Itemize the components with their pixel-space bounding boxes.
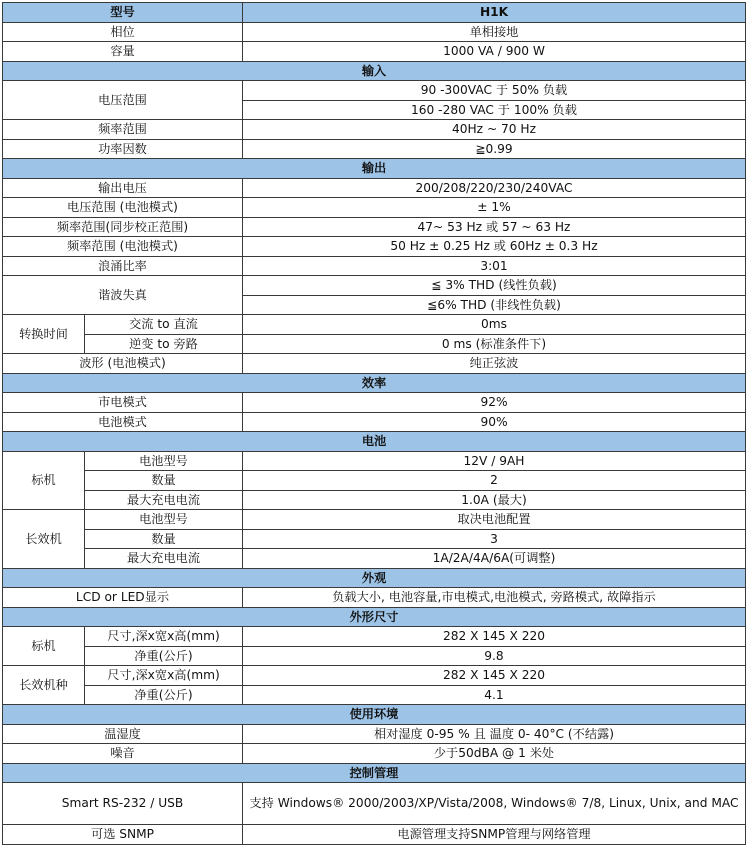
- battery-sub-label: 最大充电电流: [85, 490, 243, 510]
- table-row: [3, 724, 746, 744]
- environment-label: 噪音: [3, 744, 243, 764]
- transfer-sub-label: 交流 to 直流: [85, 315, 243, 335]
- thd-value: ≦ 3% THD (线性负载): [243, 276, 746, 296]
- battery-sub-label: 电池型号: [85, 510, 243, 530]
- table-row: [3, 412, 746, 432]
- section-management-title: 控制管理: [3, 763, 746, 783]
- input-frequency-label: 频率范围: [3, 120, 243, 140]
- table-row: [3, 588, 746, 608]
- table-row: [3, 646, 746, 666]
- management-value: 支持 Windows® 2000/2003/XP/Vista/2008, Windows® 7/8, Linux, Unix, and MAC: [243, 783, 746, 825]
- table-row: [3, 825, 746, 845]
- dimension-sub-value: 282 X 145 X 220: [243, 666, 746, 686]
- section-header-row: [3, 373, 746, 393]
- dimension-sub-label: 净重(公斤): [85, 646, 243, 666]
- transfer-sub-value: 0 ms (标准条件下): [243, 334, 746, 354]
- dimension-group-label: 标机: [3, 627, 85, 666]
- table-row: [3, 393, 746, 413]
- section-output-title: 输出: [3, 159, 746, 179]
- table-row: [3, 529, 746, 549]
- capacity-label: 容量: [3, 42, 243, 62]
- battery-sub-label: 电池型号: [85, 451, 243, 471]
- dimension-sub-value: 282 X 145 X 220: [243, 627, 746, 647]
- power-factor-value: ≧0.99: [243, 139, 746, 159]
- output-row-label: 浪涌比率: [3, 256, 243, 276]
- table-row: [3, 783, 746, 825]
- table-row: [3, 510, 746, 530]
- section-header-row: [3, 568, 746, 588]
- section-header-row: [3, 763, 746, 783]
- transfer-sub-value: 0ms: [243, 315, 746, 335]
- output-row-value: 47~ 53 Hz 或 57 ~ 63 Hz: [243, 217, 746, 237]
- table-row: [3, 334, 746, 354]
- table-row: [3, 490, 746, 510]
- model-value: H1K: [243, 3, 746, 23]
- dimension-sub-label: 尺寸,深x宽x高(mm): [85, 627, 243, 647]
- efficiency-value: 92%: [243, 393, 746, 413]
- table-row: [3, 120, 746, 140]
- output-row-label: 输出电压: [3, 178, 243, 198]
- table-row: [3, 451, 746, 471]
- battery-sub-value: 3: [243, 529, 746, 549]
- table-row: [3, 139, 746, 159]
- table-row: [3, 666, 746, 686]
- section-dimensions-title: 外形尺寸: [3, 607, 746, 627]
- section-appearance-title: 外观: [3, 568, 746, 588]
- dimension-sub-label: 净重(公斤): [85, 685, 243, 705]
- model-label: 型号: [3, 3, 243, 23]
- battery-sub-value: 2: [243, 471, 746, 491]
- section-header-row: [3, 61, 746, 81]
- battery-sub-label: 数量: [85, 529, 243, 549]
- input-voltage-label: 电压范围: [3, 81, 243, 120]
- management-label: Smart RS-232 / USB: [3, 783, 243, 825]
- power-factor-label: 功率因数: [3, 139, 243, 159]
- section-input-title: 输入: [3, 61, 746, 81]
- table-row: [3, 276, 746, 296]
- battery-sub-value: 1.0A (最大): [243, 490, 746, 510]
- management-label: 可选 SNMP: [3, 825, 243, 845]
- table-row: [3, 22, 746, 42]
- table-row: [3, 627, 746, 647]
- display-value: 负载大小, 电池容量,市电模式,电池模式, 旁路模式, 故障指示: [243, 588, 746, 608]
- transfer-sub-label: 逆变 to 旁路: [85, 334, 243, 354]
- input-frequency-value: 40Hz ~ 70 Hz: [243, 120, 746, 140]
- dimension-sub-value: 4.1: [243, 685, 746, 705]
- waveform-value: 纯正弦波: [243, 354, 746, 374]
- ups-spec-table: [2, 2, 746, 845]
- battery-sub-label: 数量: [85, 471, 243, 491]
- efficiency-label: 市电模式: [3, 393, 243, 413]
- output-row-value: 200/208/220/230/240VAC: [243, 178, 746, 198]
- phase-value: 单相接地: [243, 22, 746, 42]
- table-row: [3, 685, 746, 705]
- table-row: [3, 744, 746, 764]
- table-row: [3, 237, 746, 257]
- model-row: [3, 3, 746, 23]
- battery-sub-label: 最大充电电流: [85, 549, 243, 569]
- waveform-label: 波形 (电池模式): [3, 354, 243, 374]
- table-row: [3, 217, 746, 237]
- table-row: [3, 315, 746, 335]
- display-label: LCD or LED显示: [3, 588, 243, 608]
- output-row-value: ± 1%: [243, 198, 746, 218]
- input-voltage-value: 90 -300VAC 于 50% 负载: [243, 81, 746, 101]
- section-battery-title: 电池: [3, 432, 746, 452]
- input-voltage-value: 160 -280 VAC 于 100% 负载: [243, 100, 746, 120]
- battery-sub-value: 1A/2A/4A/6A(可调整): [243, 549, 746, 569]
- thd-label: 谐波失真: [3, 276, 243, 315]
- battery-group-label: 标机: [3, 451, 85, 510]
- battery-group-label: 长效机: [3, 510, 85, 569]
- section-header-row: [3, 607, 746, 627]
- environment-value: 少于50dBA @ 1 米处: [243, 744, 746, 764]
- transfer-time-label: 转换时间: [3, 315, 85, 354]
- section-environment-title: 使用环境: [3, 705, 746, 725]
- table-row: [3, 42, 746, 62]
- table-row: [3, 549, 746, 569]
- output-row-label: 频率范围(同步校正范围): [3, 217, 243, 237]
- capacity-value: 1000 VA / 900 W: [243, 42, 746, 62]
- output-row-label: 电压范围 (电池模式): [3, 198, 243, 218]
- output-row-label: 频率范围 (电池模式): [3, 237, 243, 257]
- table-row: [3, 198, 746, 218]
- section-header-row: [3, 432, 746, 452]
- battery-sub-value: 12V / 9AH: [243, 451, 746, 471]
- dimension-sub-value: 9.8: [243, 646, 746, 666]
- phase-label: 相位: [3, 22, 243, 42]
- battery-sub-value: 取决电池配置: [243, 510, 746, 530]
- table-row: [3, 354, 746, 374]
- efficiency-label: 电池模式: [3, 412, 243, 432]
- table-row: [3, 256, 746, 276]
- thd-value: ≦6% THD (非线性负载): [243, 295, 746, 315]
- section-header-row: [3, 705, 746, 725]
- output-row-value: 50 Hz ± 0.25 Hz 或 60Hz ± 0.3 Hz: [243, 237, 746, 257]
- output-row-value: 3:01: [243, 256, 746, 276]
- table-row: [3, 81, 746, 101]
- efficiency-value: 90%: [243, 412, 746, 432]
- table-row: [3, 471, 746, 491]
- management-value: 电源管理支持SNMP管理与网络管理: [243, 825, 746, 845]
- environment-label: 温湿度: [3, 724, 243, 744]
- environment-value: 相对湿度 0-95 % 且 温度 0- 40°C (不结露): [243, 724, 746, 744]
- dimension-group-label: 长效机种: [3, 666, 85, 705]
- section-efficiency-title: 效率: [3, 373, 746, 393]
- dimension-sub-label: 尺寸,深x宽x高(mm): [85, 666, 243, 686]
- table-row: [3, 178, 746, 198]
- section-header-row: [3, 159, 746, 179]
